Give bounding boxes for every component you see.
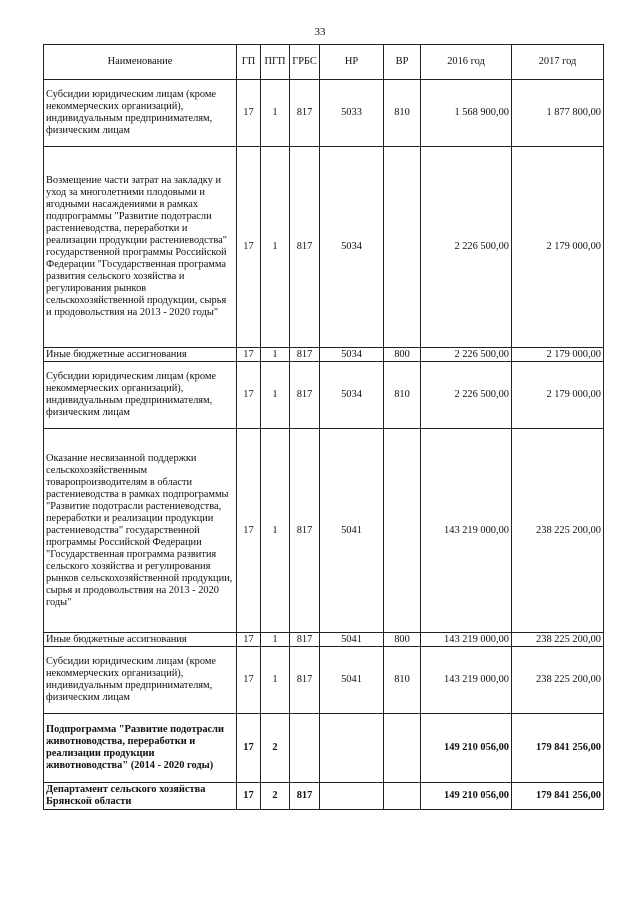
cell-pgp: 1 bbox=[261, 633, 290, 647]
cell-2017: 2 179 000,00 bbox=[512, 147, 604, 348]
cell-vr bbox=[384, 429, 421, 633]
column-header-2017: 2017 год bbox=[512, 45, 604, 80]
cell-nr: 5041 bbox=[320, 647, 384, 714]
cell-gp: 17 bbox=[237, 714, 261, 783]
cell-vr: 800 bbox=[384, 348, 421, 362]
cell-gp: 17 bbox=[237, 429, 261, 633]
cell-gp: 17 bbox=[237, 348, 261, 362]
page-number: 33 bbox=[314, 26, 326, 38]
table-row bbox=[44, 647, 604, 714]
cell-2016: 143 219 000,00 bbox=[421, 647, 512, 714]
cell-pgp: 2 bbox=[261, 783, 290, 810]
table-row bbox=[44, 348, 604, 362]
cell-pgp: 1 bbox=[261, 80, 290, 147]
cell-pgp: 1 bbox=[261, 348, 290, 362]
cell-2017: 238 225 200,00 bbox=[512, 429, 604, 633]
cell-2016: 2 226 500,00 bbox=[421, 147, 512, 348]
cell-2017: 2 179 000,00 bbox=[512, 348, 604, 362]
cell-grbs: 817 bbox=[290, 783, 320, 810]
cell-grbs: 817 bbox=[290, 633, 320, 647]
table-row bbox=[44, 633, 604, 647]
cell-nr: 5034 bbox=[320, 147, 384, 348]
cell-grbs: 817 bbox=[290, 147, 320, 348]
cell-vr bbox=[384, 714, 421, 783]
table-body bbox=[44, 80, 604, 810]
table-row bbox=[44, 429, 604, 633]
cell-vr: 810 bbox=[384, 647, 421, 714]
cell-2016: 1 568 900,00 bbox=[421, 80, 512, 147]
cell-nr: 5033 bbox=[320, 80, 384, 147]
cell-2017: 179 841 256,00 bbox=[512, 783, 604, 810]
cell-name: Департамент сельского хозяйства Брянской области bbox=[44, 783, 237, 810]
cell-gp: 17 bbox=[237, 783, 261, 810]
cell-2017: 2 179 000,00 bbox=[512, 362, 604, 429]
cell-nr: 5041 bbox=[320, 633, 384, 647]
cell-vr bbox=[384, 783, 421, 810]
cell-pgp: 2 bbox=[261, 714, 290, 783]
table-row bbox=[44, 714, 604, 783]
cell-gp: 17 bbox=[237, 362, 261, 429]
cell-pgp: 1 bbox=[261, 147, 290, 348]
cell-vr: 810 bbox=[384, 362, 421, 429]
cell-name: Иные бюджетные ассигнования bbox=[44, 633, 237, 647]
cell-2016: 143 219 000,00 bbox=[421, 429, 512, 633]
column-header-nr: НР bbox=[320, 45, 384, 80]
table-row bbox=[44, 147, 604, 348]
cell-pgp: 1 bbox=[261, 429, 290, 633]
table-header-row bbox=[44, 45, 604, 80]
table-row bbox=[44, 362, 604, 429]
cell-grbs: 817 bbox=[290, 348, 320, 362]
cell-2016: 149 210 056,00 bbox=[421, 714, 512, 783]
cell-pgp: 1 bbox=[261, 362, 290, 429]
column-header-pgp: ПГП bbox=[261, 45, 290, 80]
column-header-name: Наименование bbox=[44, 45, 237, 80]
cell-grbs: 817 bbox=[290, 429, 320, 633]
cell-grbs bbox=[290, 714, 320, 783]
cell-2016: 143 219 000,00 bbox=[421, 633, 512, 647]
cell-nr bbox=[320, 714, 384, 783]
cell-2017: 238 225 200,00 bbox=[512, 647, 604, 714]
cell-name: Возмещение части затрат на закладку и уход за многолетними плодовыми и ягодными насаждениями в рамках подпрограммы "Развитие подотрасли растениеводства, переработки и реализации продукции растениеводства" государственной программы Российской Федерации "Государственная программа развития сельского хозяйства и регулирования рынков сельскохозяйственной продукции, сырья и продовольствия на 2013 - 2020 годы" bbox=[44, 147, 237, 348]
cell-2017: 179 841 256,00 bbox=[512, 714, 604, 783]
cell-name: Подпрограмма "Развитие подотрасли животноводства, переработки и реализации продукции животноводства" (2014 - 2020 годы) bbox=[44, 714, 237, 783]
cell-2017: 1 877 800,00 bbox=[512, 80, 604, 147]
cell-name: Иные бюджетные ассигнования bbox=[44, 348, 237, 362]
table-row bbox=[44, 80, 604, 147]
budget-table bbox=[43, 44, 604, 810]
cell-2016: 2 226 500,00 bbox=[421, 362, 512, 429]
cell-grbs: 817 bbox=[290, 362, 320, 429]
cell-gp: 17 bbox=[237, 80, 261, 147]
table-row bbox=[44, 783, 604, 810]
cell-gp: 17 bbox=[237, 647, 261, 714]
cell-grbs: 817 bbox=[290, 647, 320, 714]
cell-grbs: 817 bbox=[290, 80, 320, 147]
cell-vr: 800 bbox=[384, 633, 421, 647]
cell-nr: 5034 bbox=[320, 348, 384, 362]
cell-gp: 17 bbox=[237, 633, 261, 647]
cell-name: Оказание несвязанной поддержки сельскохозяйственным товаропроизводителям в области растениеводства в рамках подпрограммы "Развитие подотрасли растениеводства, переработки и реализации продукции растениеводства" государственной программы Российской Федерации "Государственная программа развития сельского хозяйства и регулирования рынков сельскохозяйственной продукции, сырья и продовольствия на 2013 - 2020 годы" bbox=[44, 429, 237, 633]
cell-gp: 17 bbox=[237, 147, 261, 348]
cell-vr bbox=[384, 147, 421, 348]
cell-name: Субсидии юридическим лицам (кроме некоммерческих организаций), индивидуальным предпринимателям, физическим лицам bbox=[44, 80, 237, 147]
cell-nr: 5041 bbox=[320, 429, 384, 633]
cell-name: Субсидии юридическим лицам (кроме некоммерческих организаций), индивидуальным предпринимателям, физическим лицам bbox=[44, 647, 237, 714]
cell-pgp: 1 bbox=[261, 647, 290, 714]
cell-2017: 238 225 200,00 bbox=[512, 633, 604, 647]
column-header-2016: 2016 год bbox=[421, 45, 512, 80]
cell-nr bbox=[320, 783, 384, 810]
column-header-gp: ГП bbox=[237, 45, 261, 80]
cell-name: Субсидии юридическим лицам (кроме некоммерческих организаций), индивидуальным предпринимателям, физическим лицам bbox=[44, 362, 237, 429]
column-header-grbs: ГРБС bbox=[290, 45, 320, 80]
column-header-vr: ВР bbox=[384, 45, 421, 80]
cell-vr: 810 bbox=[384, 80, 421, 147]
cell-nr: 5034 bbox=[320, 362, 384, 429]
cell-2016: 2 226 500,00 bbox=[421, 348, 512, 362]
cell-2016: 149 210 056,00 bbox=[421, 783, 512, 810]
